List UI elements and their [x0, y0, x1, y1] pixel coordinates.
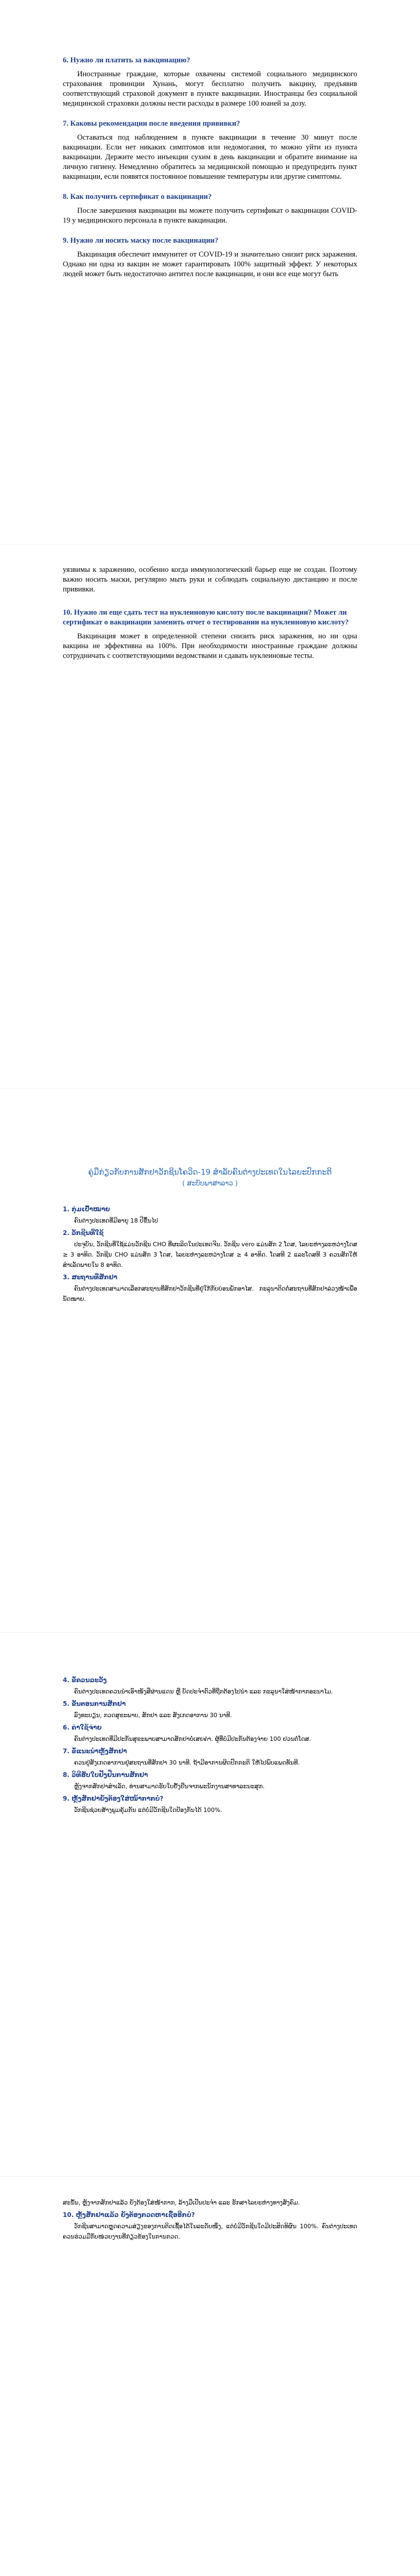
section-heading: 2. ວັກຊີນທີ່ໃຊ້: [63, 1229, 104, 1236]
doc-subtitle: ( ສະບັບພາສາລາວ ): [182, 1180, 238, 1188]
paragraph: ຫຼັງຈາກສັກຢາສຳເລັດ, ທ່ານສາມາດຮັບໃບຢັ້ງຢືນຈາກພະນັກງານສາທາລະນະສຸກ.: [74, 1783, 265, 1790]
section-heading: 8. ວິທີຮັບໃບຢັ້ງຢືນການສັກຢາ: [63, 1771, 148, 1778]
paragraph: Вакцинация обеспечит иммунитет от COVID-19 и значительно снизит риск заражения. Однако ни одна из вакцин не может гарантировать 100% защитный эффект. У некоторых людей может быть недостаточно антител после вакцинации, и они все еще могут быть: [63, 250, 357, 278]
section: [63, 236, 357, 279]
paragraph: ປະຈຸບັນ, ວັກຊີນທີ່ໃຊ້ແມ່ນວັກຊີນ CHO ທີ່ຜະລິດໃນປະເທດຈີນ. ວັກຊີນ vero ແມ່ນສັກ 2 ໂດສ, ໄລຍະຫ່າງລະຫວ່າງໂດສ ≥ 3 ອາທິດ. ວັກຊີນ CHO ແມ່ນສັກ 3 ໂດສ, ໄລຍະຫ່າງລະຫວ່າງໂດສ ≥ 4 ອາທິດ. ໂດສທີ 2 ແລະໂດສທີ 3 ຄວນສັກໃຫ້ສຳເລັດພາຍໃນ 8 ອາທິດ.: [63, 1241, 357, 1268]
section: [63, 1746, 357, 1768]
paragraph: ຄົນຕ່າງປະເທດທີ່ມີປະກັນສຸຂະພາບສາມາດສັກຢາບໍ່ເສຍຄ່າ. ຜູ້ທີ່ບໍ່ມີປະກັນຕ້ອງຈ່າຍ 100 ຢວນຕໍ່ໂດສ.: [74, 1735, 311, 1742]
section-heading: 10. Нужно ли еще сдать тест на нуклеиновую кислоту после вакцинации? Может ли сертификат о вакцинации заменить отчет о тестировании на нуклеиновую кислоту?: [63, 608, 349, 626]
page-ru-1: [0, 0, 420, 544]
section-heading: 3. ສະຖານທີ່ສັກຢາ: [63, 1274, 117, 1281]
section-heading: 6. ຄ່າໃຊ້ຈ່າຍ: [63, 1724, 102, 1731]
paragraph: Иностранные граждане, которые охвачены системой социального медицинского страхования провинции Хунань, могут бесплатно получить вакцину, предъявив соответствующий страховой документ в пункте вакцинации. Иностранцы без социальной медицинской страховки должны нести расходы в размере 100 юаней за дозу.: [63, 70, 357, 108]
section-heading: 5. ຂັ້ນຕອນການສັກຢາ: [63, 1700, 126, 1707]
section: [63, 119, 357, 182]
section: [63, 56, 357, 109]
section: [63, 1675, 357, 1697]
section: [63, 1204, 357, 1226]
section: [63, 1793, 357, 1815]
ru-content-2: [63, 565, 357, 671]
paragraph: ວັກຊີນສາມາດຫຼຸດຄວາມສ່ຽງຂອງການຕິດເຊື້ອໄດ້ໃນລະດັບໜຶ່ງ, ແຕ່ບໍ່ມີວັກຊີນໃດມີປະສິດທິຜົນ 100%. ຄົນຕ່າງປະເທດຄວນຮ່ວມມືກັບໜ່ວຍງານທີ່ກ່ຽວຂ້ອງໃນການກວດ.: [63, 2223, 357, 2240]
section-heading: 7. ຂໍ້ແນະນຳຫຼັງສັກຢາ: [63, 1748, 127, 1755]
lao-content-2: [63, 1674, 357, 1817]
page-lao-3: [0, 2177, 420, 2576]
page-lao-2: [0, 1633, 420, 2176]
section-heading: 10. ຫຼັງສັກຢາແລ້ວ ຍັງຕ້ອງກວດຫາເຊື້ອອີກບໍ?: [63, 2211, 195, 2218]
section: [63, 608, 357, 661]
ru-content-1: [63, 56, 357, 290]
section: [63, 1699, 357, 1720]
page-lao-1: [0, 1089, 420, 1632]
section: [63, 1770, 357, 1791]
paragraph: ຄົນຕ່າງປະເທດຄວນນຳເອົາໜັງສືຜ່ານແດນ ຫຼື ບັດປະຈຳຕົວທີ່ຖືກຕ້ອງໄປນຳ ແລະ ກະລຸນາໃສ່ໜ້າກາກອະນາໄມ.: [74, 1688, 333, 1695]
continued-paragraph: уязвимы к заражению, особенно когда иммунологический барьер еще не создан. Поэтому важно носить маски, регулярно мыть руки и соблюдать социальную дистанцию и после прививки.: [63, 566, 357, 594]
section-heading: 6. Нужно ли платить за вакцинацию?: [63, 56, 190, 64]
section-heading: 7. Каковы рекомендации после введения прививки?: [63, 120, 240, 128]
paragraph: Вакцинация может в определенной степени снизить риск заражения, но ни одна вакцина не эффективна на 100%. При необходимости иностранные граждане должны сотрудничать с соответствующими ведомствами и сдавать нуклеиновые тесты.: [63, 632, 357, 660]
section-heading: 9. Нужно ли носить маску после вакцинации?: [63, 236, 219, 245]
section-heading: 1. ກຸ່ມເປົ້າໝາຍ: [63, 1206, 110, 1213]
continued-paragraph: ສະນັ້ນ, ຫຼັງຈາກສັກຢາແລ້ວ ຍັງຕ້ອງໃສ່ໜ້າກາກ, ລ້າງມືເປັນປະຈຳ ແລະ ຮັກສາໄລຍະຫ່າງທາງສັງຄົມ.: [63, 2199, 300, 2206]
section-heading: 9. ຫຼັງສັກຢາຍັງຕ້ອງໃສ່ໜ້າກາກບໍ?: [63, 1795, 164, 1802]
page-ru-2: [0, 545, 420, 1088]
section-heading: 4. ຂໍ້ຄວນລະວັງ: [63, 1676, 107, 1684]
lao-content-3: [63, 2197, 357, 2244]
section: [63, 192, 357, 226]
doc-title: ຄູ່ມືກ່ຽວກັບການສັກຢາວັກຊີນໂຄວິດ-19 ສຳລັບຄົນຕ່າງປະເທດໃນໄລຍະປົກກະຕິ: [88, 1167, 332, 1177]
paragraph: ວັກຊີນຊ່ວຍສ້າງພູມຄຸ້ມກັນ ແຕ່ບໍ່ມີວັກຊີນໃດປ້ອງກັນໄດ້ 100%.: [74, 1806, 222, 1814]
section: [63, 1272, 357, 1304]
paragraph: ລົງທະບຽນ, ກວດສຸຂະພາບ, ສັກຢາ ແລະ ສັງເກດອາການ 30 ນາທີ.: [74, 1711, 232, 1719]
lao-content-1: [63, 1166, 357, 1306]
paragraph: ຄວນຢູ່ສັງເກດອາການຢູ່ສະຖານທີ່ສັກຢາ 30 ນາທີ. ຖ້າມີອາການຜິດປົກກະຕິ ໃຫ້ໄປພົບແພດທັນທີ.: [74, 1759, 300, 1766]
section-heading: 8. Как получить сертификат о вакцинации?: [63, 193, 212, 201]
section: [63, 1228, 357, 1270]
section: [63, 1722, 357, 1744]
paragraph: Оставаться под наблюдением в пункте вакцинации в течение 30 минут после вакцинации. Если нет никаких симптомов или недомогания, то можно уйти из пункта вакцинации. Держите место инъекции сухим в день вакцинации и обратите внимание на личную гигиену. Немедленно обратитесь за медицинской помощью и предупредить пункт вакцинации, если появятся постоянное повышение температуры или другие симптомы.: [63, 133, 357, 181]
section: [63, 2210, 357, 2242]
paragraph: После завершения вакцинации вы можете получить сертификат о вакцинации COVID-19 у медицинского персонала в пункте вакцинации.: [63, 207, 357, 225]
paragraph: ຄົນຕ່າງປະເທດທີ່ມີອາຍຸ 18 ປີຂຶ້ນໄປ: [74, 1217, 159, 1224]
paragraph: ຄົນຕ່າງປະເທດສາມາດເລືອກສະຖານທີ່ສັກຢາວັກຊີນທີ່ຢູ່ໃກ້ກັບບ່ອນພັກອາໄສ. ກະລຸນາຕິດຕໍ່ສະຖານທີ່ສັກຢາລ່ວງໜ້າເພື່ອນັດໝາຍ.: [63, 1285, 357, 1302]
